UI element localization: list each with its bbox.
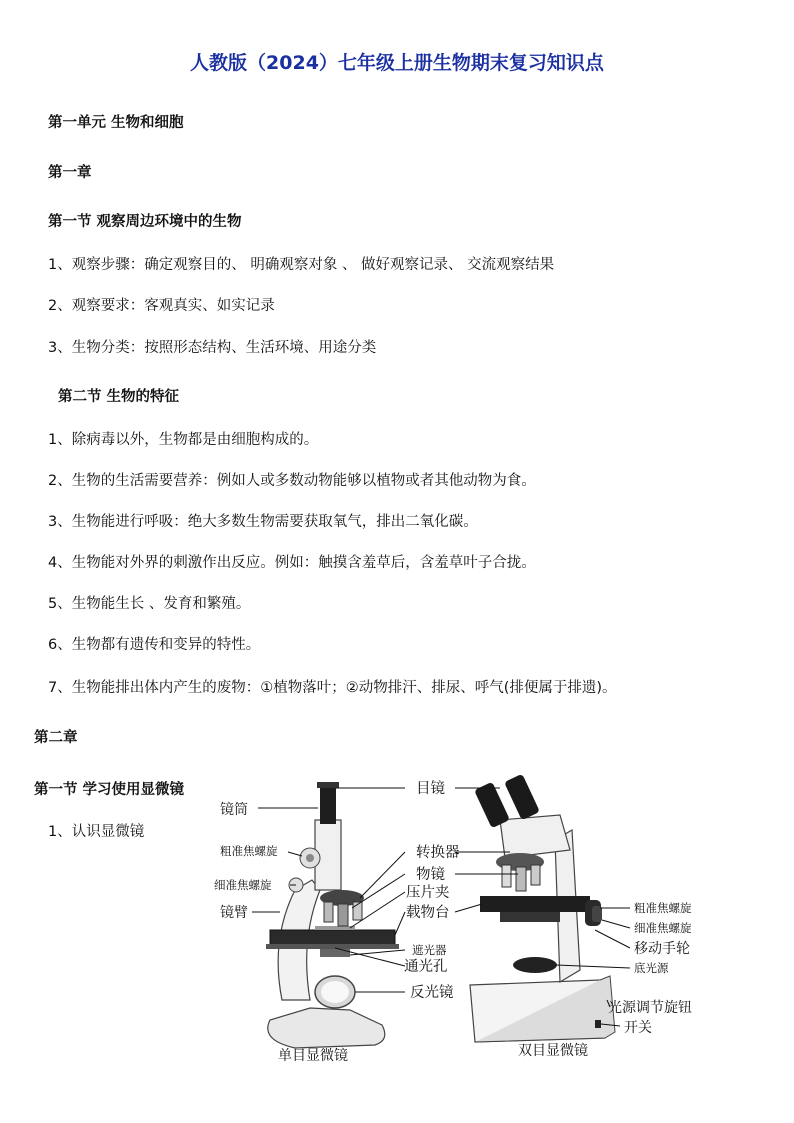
list-item: 1、观察步骤：确定观察目的、 明确观察对象 、 做好观察记录、 交流观察结果 [48,257,555,273]
list-item: 1、除病毒以外，生物都是由细胞构成的。 [48,432,319,448]
monocular-microscope-illustration [266,782,399,1048]
microscope-figure [200,770,720,1070]
label-coarse-focus: 粗准焦螺旋 [220,844,278,858]
label-stage: 载物台 [406,905,450,921]
label-stage-mover: 移动手轮 [634,941,690,957]
chapter-heading-1: 第一章 [48,165,92,181]
label-eyepiece: 目镜 [416,781,445,797]
label-nosepiece: 转换器 [416,845,460,861]
label-clip: 压片夹 [406,885,450,901]
label-objective: 物镜 [416,867,445,883]
label-arm: 镜臂 [220,905,248,921]
label-base-light: 底光源 [634,961,669,975]
label-diaphragm: 遮光器 [412,943,447,957]
label-bino-fine: 细准焦螺旋 [634,921,692,935]
label-mirror: 反光镜 [410,985,454,1001]
label-bino-coarse: 粗准焦螺旋 [634,901,692,915]
caption-binocular: 双目显微镜 [518,1043,588,1059]
unit-heading: 第一单元 生物和细胞 [48,115,184,131]
caption-monocular: 单目显微镜 [278,1048,348,1064]
list-item: 3、生物分类：按照形态结构、生活环境、用途分类 [48,340,377,356]
section-heading-2-1: 第一节 学习使用显微镜 [34,782,185,798]
label-switch: 开关 [624,1020,652,1036]
label-light-knob: 光源调节旋钮 [608,1000,692,1016]
list-item: 6、生物都有遗传和变异的特性。 [48,637,261,653]
list-item: 1、认识显微镜 [48,824,145,840]
list-item: 3、生物能进行呼吸：绝大多数生物需要获取氧气，排出二氧化碳。 [48,514,478,530]
chapter-heading-2: 第二章 [34,730,78,746]
list-item: 2、生物的生活需要营养：例如人或多数动物能够以植物或者其他动物为食。 [48,473,536,489]
list-item: 5、生物能生长 、发育和繁殖。 [48,596,251,612]
list-item: 4、生物能对外界的刺激作出反应。例如：触摸含羞草后，含羞草叶子合拢。 [48,555,536,571]
section-heading-1-1: 第一节 观察周边环境中的生物 [48,214,242,230]
list-item: 2、观察要求：客观真实、如实记录 [48,298,275,314]
section-heading-1-2: 第二节 生物的特征 [58,389,180,405]
label-aperture: 通光孔 [404,959,448,975]
label-fine-focus: 细准焦螺旋 [214,878,272,892]
page-title: 人教版（2024）七年级上册生物期末复习知识点 [190,52,604,74]
list-item: 7、生物能排出体内产生的废物：①植物落叶；②动物排汗、排尿、呼气(排便属于排遗)。 [48,680,617,696]
label-tube: 镜筒 [220,802,248,818]
binocular-microscope-illustration [470,774,615,1042]
